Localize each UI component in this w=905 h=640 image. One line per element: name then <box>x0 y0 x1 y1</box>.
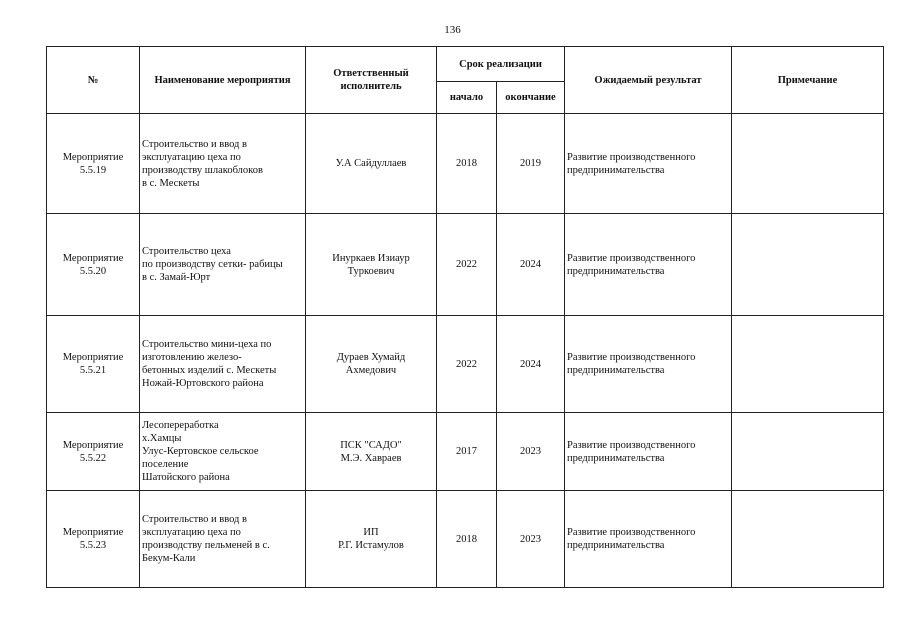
row-name <box>140 114 306 214</box>
row-number-text: Мероприятие 5.5.23 <box>62 527 124 551</box>
row-note <box>732 413 884 491</box>
row-number <box>47 316 140 413</box>
row-end: 2023 <box>497 491 565 588</box>
row-end: 2023 <box>497 413 565 491</box>
row-note <box>732 214 884 316</box>
row-result <box>565 491 732 588</box>
row-result-text: Развитие производственного предпринимательства <box>567 527 696 551</box>
row-name-text: Строительство мини-цеха по изготовлению железо- бетонных изделий с. Мескеты Ножай-Юртовского района <box>142 339 277 389</box>
row-name-text: Строительство и ввод в эксплуатацию цеха по производству пельменей в с. Бекум-Кали <box>142 514 270 564</box>
row-start: 2018 <box>437 114 497 214</box>
table-row <box>47 316 884 413</box>
row-result-text: Развитие производственного предпринимательства <box>567 252 696 277</box>
row-name <box>140 413 306 491</box>
header-note: Примечание <box>732 47 884 114</box>
row-responsible <box>306 214 437 316</box>
row-note <box>732 316 884 413</box>
row-responsible <box>306 491 437 588</box>
page-number: 136 <box>444 24 461 36</box>
table-row <box>47 491 884 588</box>
row-start: 2017 <box>437 413 497 491</box>
row-number-text: Мероприятие 5.5.19 <box>62 151 124 176</box>
row-result <box>565 214 732 316</box>
row-result-text: Развитие производственного предпринимательства <box>567 352 696 376</box>
row-name-text: Строительство цеха по производству сетки- рабицы в с. Замай-Юрт <box>142 246 283 283</box>
table-row <box>47 413 884 491</box>
header-end: окончание <box>497 82 565 114</box>
header-result: Ожидаемый результат <box>565 47 732 114</box>
row-result-text: Развитие производственного предпринимательства <box>567 439 696 464</box>
header-responsible: Ответственный исполнитель <box>306 47 437 114</box>
row-number <box>47 491 140 588</box>
row-name-text: Строительство и ввод в эксплуатацию цеха по производству шлакоблоков в с. Мескеты <box>142 138 263 189</box>
row-number-text: Мероприятие 5.5.20 <box>62 252 124 277</box>
row-responsible <box>306 316 437 413</box>
row-responsible <box>306 114 437 214</box>
row-number <box>47 413 140 491</box>
header-term: Срок реализации <box>437 47 565 82</box>
row-responsible <box>306 413 437 491</box>
row-name <box>140 214 306 316</box>
row-end: 2024 <box>497 316 565 413</box>
row-start: 2022 <box>437 316 497 413</box>
row-responsible-text: У.А Сайдуллаев <box>335 158 407 169</box>
table-header <box>47 47 884 114</box>
header-name: Наименование мероприятия <box>140 47 306 114</box>
row-end: 2019 <box>497 114 565 214</box>
row-number <box>47 114 140 214</box>
row-responsible-text: Инуркаев Изиаур Туркоевич <box>332 252 410 277</box>
row-responsible-text: Дураев Хумайд Ахмедович <box>336 352 406 376</box>
header-num: № <box>47 47 140 114</box>
row-note <box>732 491 884 588</box>
row-end: 2024 <box>497 214 565 316</box>
row-name <box>140 316 306 413</box>
table-row <box>47 214 884 316</box>
activities-table <box>46 46 884 588</box>
row-result <box>565 114 732 214</box>
row-result-text: Развитие производственного предпринимательства <box>567 151 696 176</box>
row-number-text: Мероприятие 5.5.21 <box>62 352 124 376</box>
row-note <box>732 114 884 214</box>
table-row <box>47 114 884 214</box>
row-number <box>47 214 140 316</box>
row-name-text: Лесопереработка х.Хамцы Улус-Кертовское сельское поселение Шатойского района <box>142 420 259 483</box>
row-result <box>565 316 732 413</box>
row-name <box>140 491 306 588</box>
row-start: 2018 <box>437 491 497 588</box>
row-result <box>565 413 732 491</box>
row-start: 2022 <box>437 214 497 316</box>
row-responsible-text: ПСК "САДО" М.Э. Хавраев <box>340 439 402 464</box>
header-start: начало <box>437 82 497 114</box>
row-responsible-text: ИП Р.Г. Истамулов <box>338 527 404 551</box>
row-number-text: Мероприятие 5.5.22 <box>62 439 124 464</box>
